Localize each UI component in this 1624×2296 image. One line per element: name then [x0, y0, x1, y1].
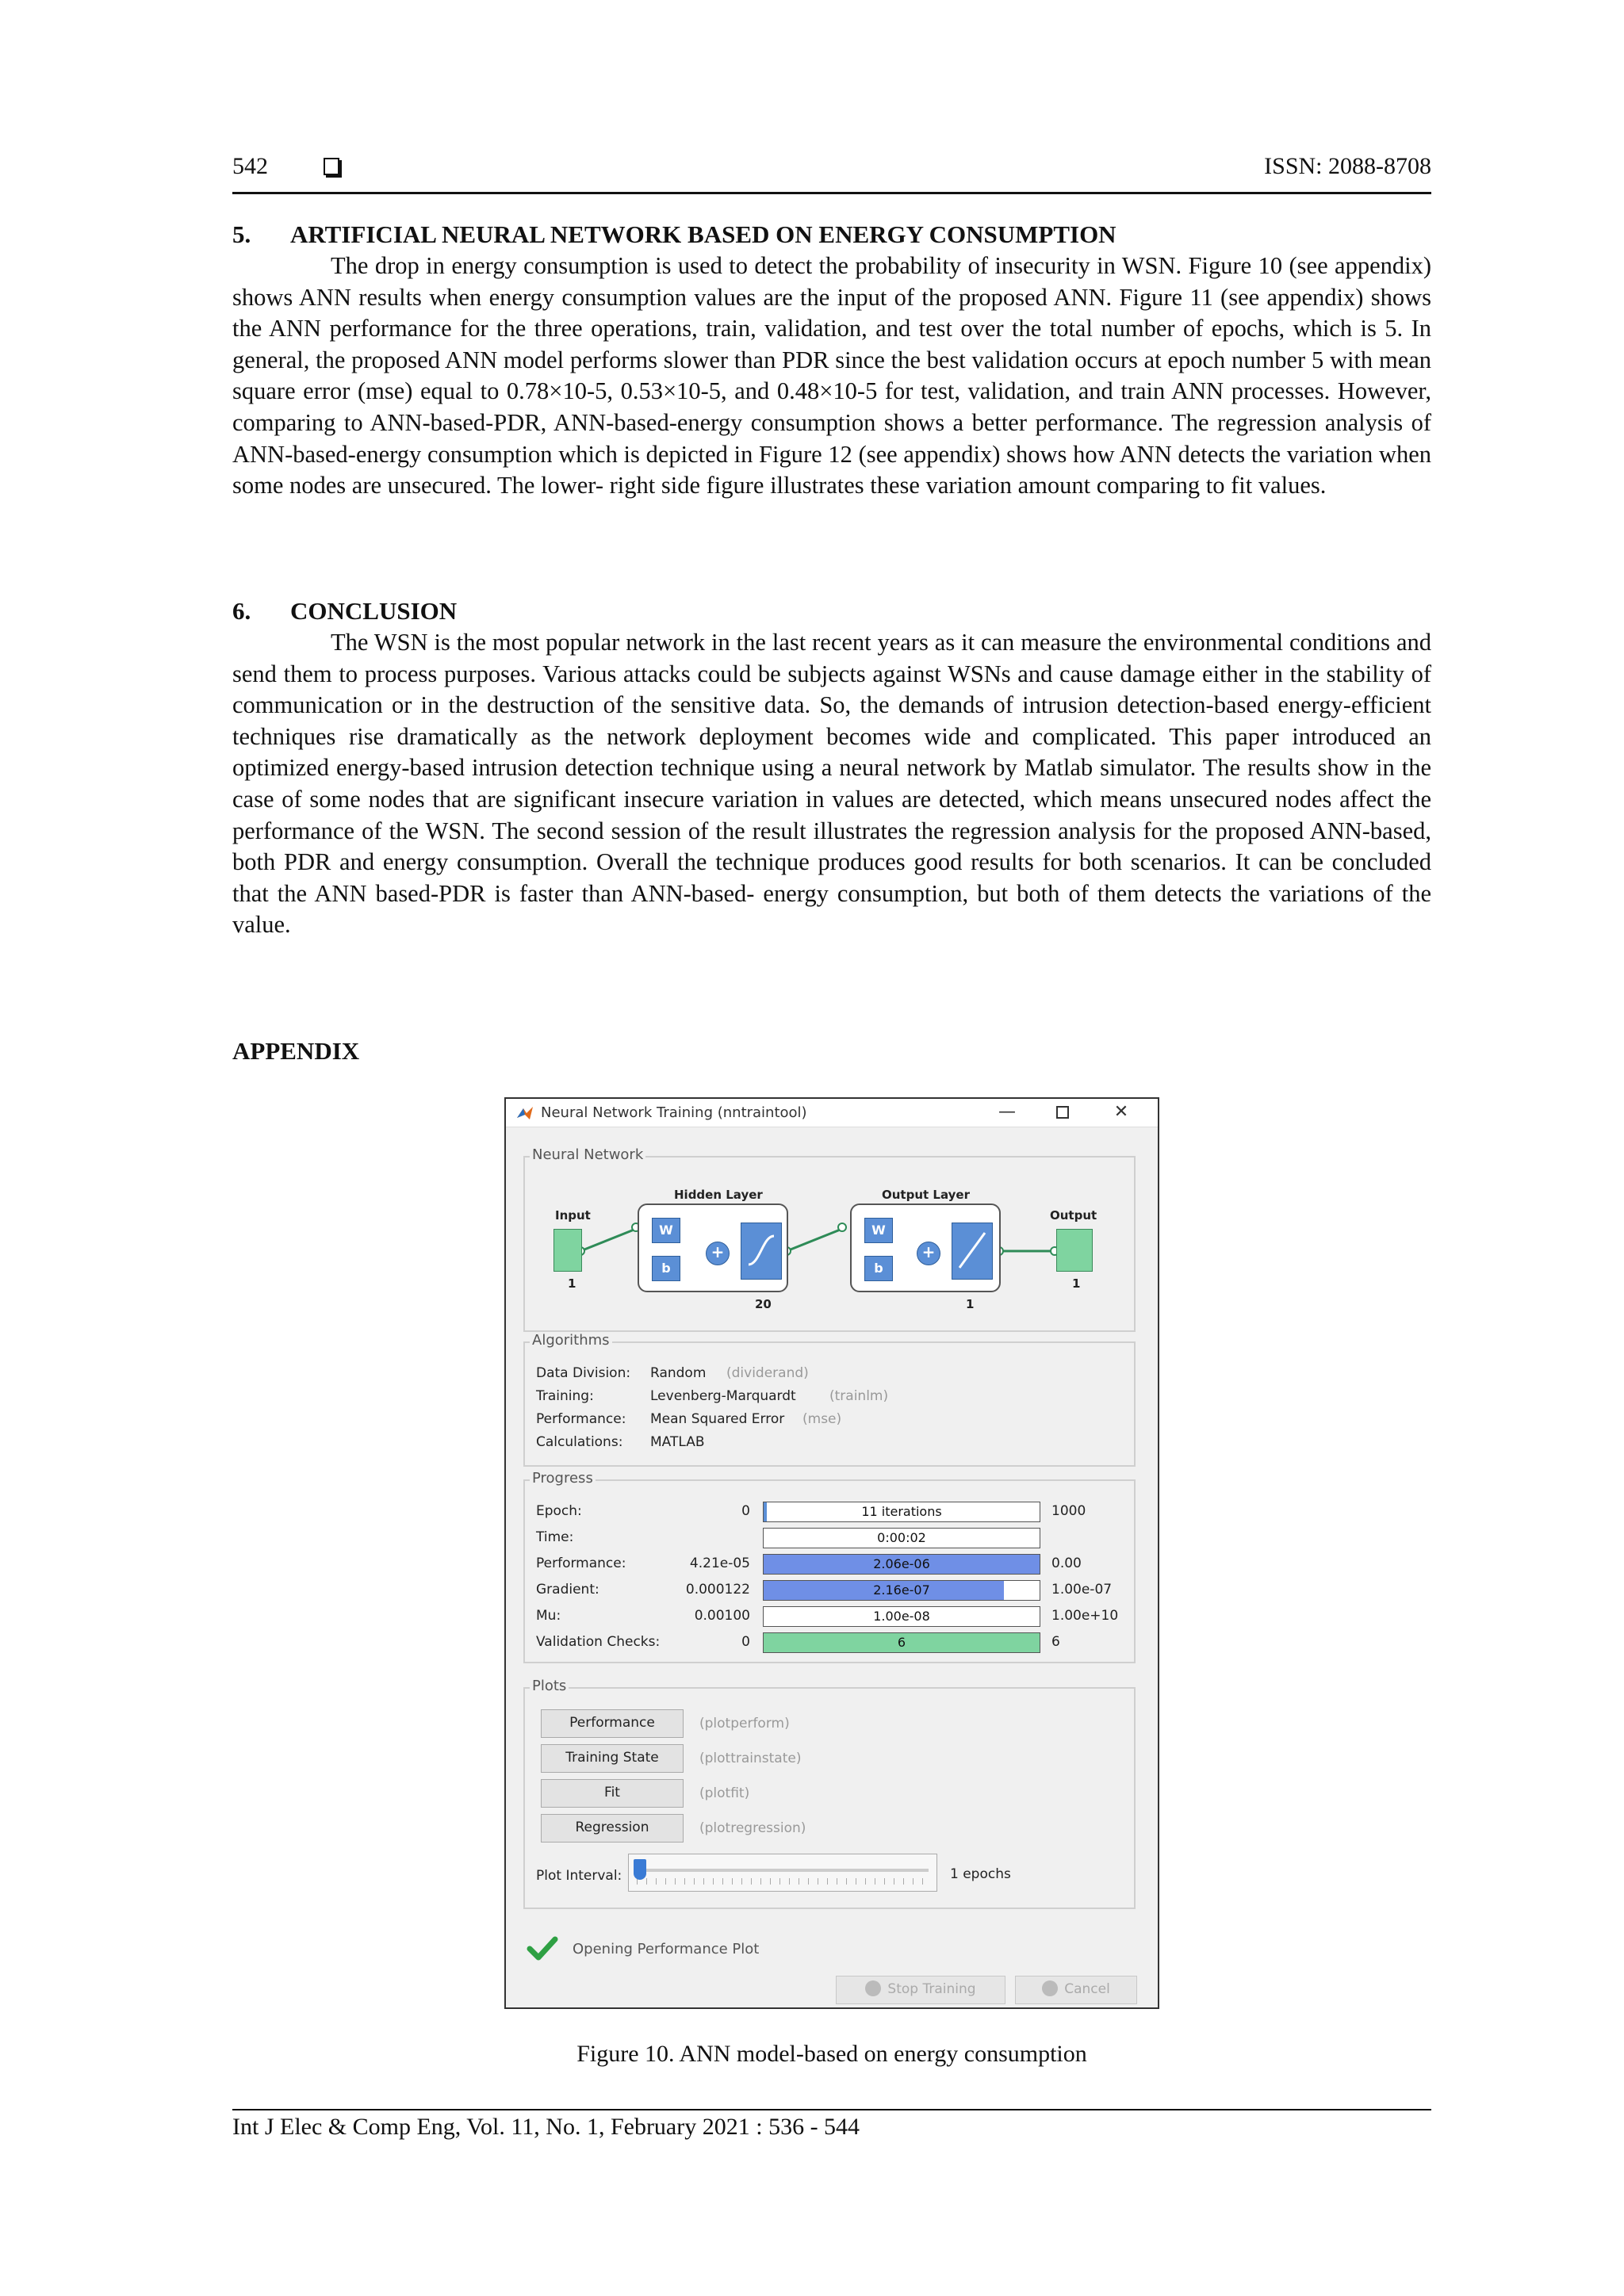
header-rule [232, 192, 1431, 194]
neural-network-group [523, 1146, 1136, 1332]
algo-value-performance: Mean Squared Error [650, 1411, 785, 1427]
plot-interval-label: Plot Interval: [536, 1868, 622, 1884]
progress-key: Gradient: [536, 1582, 599, 1598]
progress-value: 2.16e-07 [873, 1582, 930, 1598]
cancel-button[interactable] [1015, 1976, 1137, 2004]
progress-value: 0:00:02 [877, 1530, 926, 1545]
journal-footer: Int J Elec & Comp Eng, Vol. 11, No. 1, February 2021 : 536 - 544 [232, 2114, 860, 2140]
fit-plot-cmd: (plotfit) [699, 1785, 750, 1801]
progress-start: 0 [741, 1634, 750, 1650]
footer-rule [232, 2109, 1431, 2110]
regression-plot-button[interactable]: Regression [541, 1814, 684, 1843]
progress-end: 6 [1051, 1634, 1060, 1650]
output-sum-node: + [917, 1242, 940, 1265]
output-block [1056, 1229, 1093, 1272]
progress-key: Performance: [536, 1556, 626, 1571]
figure-caption: Figure 10. ANN model-based on energy consumption [576, 2041, 1087, 2067]
progress-key: Validation Checks: [536, 1634, 661, 1650]
checkmark-icon [527, 1936, 558, 1961]
performance-plot-button[interactable]: Performance [541, 1709, 684, 1738]
progress-group [523, 1470, 1136, 1663]
plot-interval-slider[interactable] [628, 1854, 937, 1892]
section6-heading: CONCLUSION [290, 597, 458, 625]
hidden-weight-block: W [652, 1218, 680, 1243]
hidden-sum-node: + [706, 1242, 730, 1265]
slider-thumb[interactable] [634, 1859, 646, 1880]
section6-paragraph [232, 627, 1431, 941]
algorithms-group [523, 1332, 1136, 1467]
linear-icon [953, 1223, 991, 1277]
output-purelin-block [952, 1223, 993, 1280]
progress-start: 0.000122 [685, 1582, 750, 1598]
progress-key: Mu: [536, 1608, 561, 1624]
section6-text: The WSN is the most popular network in the last recent years as it can measure the environmental conditions and send them to process purposes. Various attacks could be subjects against WSNs and cause damage either in the stability of communication or in the destruction of the sensitive data. So, the demands of intrusion detection-based energy-efficient techniques rise dramatically as the network deployment becomes wide and complicated. This paper introduced an optimized energy-based intrusion detection technique using a neural network by Matlab simulator. The results show in the case of some nodes that are significant insecure variation in values are detected, which means unsecured nodes affect the performance of the WSN. The second session of the result illustrates the regression analysis for the proposed ANN-based, both PDR and energy consumption. Overall the technique produces good results for both scenarios. It can be concluded that the ANN based-PDR is faster than ANN-based- energy consumption, but both of them detects the variations of the value. [232, 629, 1431, 939]
progress-end: 1.00e-07 [1051, 1582, 1113, 1598]
hidden-tansig-block [741, 1223, 782, 1280]
progress-bar [763, 1554, 1040, 1575]
progress-start: 0.00100 [694, 1608, 750, 1624]
input-label: Input [555, 1208, 591, 1223]
page-number: 542 [232, 153, 268, 179]
progress-start: 4.21e-05 [689, 1556, 750, 1571]
algo-fn-performance: (mse) [802, 1411, 842, 1427]
progress-end: 1.00e+10 [1051, 1608, 1119, 1624]
cancel-label: Cancel [1064, 1981, 1110, 1997]
algo-key-calculations: Calculations: [536, 1434, 623, 1450]
algo-key-performance: Performance: [536, 1411, 626, 1427]
progress-key: Epoch: [536, 1503, 582, 1519]
network-diagram [525, 1158, 1134, 1330]
hidden-bias-block: b [652, 1256, 680, 1281]
output-weight-block: W [864, 1218, 893, 1243]
stop-training-button[interactable] [836, 1976, 1005, 2004]
algo-value-calculations: MATLAB [650, 1434, 705, 1450]
fit-plot-button[interactable]: Fit [541, 1779, 684, 1808]
window-title: Neural Network Training (nntraintool) [541, 1104, 807, 1121]
hidden-size: 20 [755, 1297, 772, 1311]
progress-start: 0 [741, 1503, 750, 1519]
status-text: Opening Performance Plot [573, 1941, 760, 1957]
nntraintool-window [504, 1097, 1159, 2009]
maximize-button[interactable] [1047, 1100, 1078, 1124]
progress-value: 11 iterations [861, 1504, 942, 1519]
performance-plot-cmd: (plotperform) [699, 1716, 790, 1732]
title-bar [506, 1099, 1158, 1127]
appendix-heading: APPENDIX [232, 1037, 360, 1065]
box-icon [324, 158, 339, 175]
group-label-neural-network: Neural Network [530, 1146, 645, 1163]
minimize-button[interactable]: — [998, 1102, 1016, 1122]
group-label-algorithms: Algorithms [530, 1332, 612, 1349]
output-layer-label: Output Layer [882, 1188, 970, 1202]
sigmoid-icon [742, 1223, 780, 1277]
section6-number: 6. [232, 597, 251, 625]
algo-key-training: Training: [536, 1388, 594, 1404]
progress-bar [763, 1632, 1040, 1653]
output-layer-size: 1 [966, 1297, 975, 1311]
training-state-plot-cmd: (plottrainstate) [699, 1751, 802, 1766]
group-label-plots: Plots [530, 1678, 569, 1694]
input-block [553, 1229, 582, 1272]
close-button[interactable]: ✕ [1113, 1102, 1129, 1122]
algo-fn-division: (dividerand) [726, 1365, 809, 1381]
progress-bar [763, 1502, 1040, 1522]
stop-icon [865, 1980, 881, 1996]
progress-value: 1.00e-08 [873, 1609, 930, 1624]
progress-bar [763, 1528, 1040, 1548]
group-label-progress: Progress [530, 1470, 596, 1487]
section5-number: 5. [232, 220, 251, 248]
section5-paragraph [232, 251, 1431, 502]
output-label: Output [1050, 1208, 1097, 1223]
plots-group [523, 1678, 1136, 1909]
plot-interval-value: 1 epochs [950, 1866, 1011, 1882]
cancel-icon [1042, 1980, 1058, 1996]
algo-value-division: Random [650, 1365, 707, 1381]
matlab-logo-icon [515, 1105, 534, 1121]
progress-end: 1000 [1051, 1503, 1086, 1519]
section5-text: The drop in energy consumption is used to detect the probability of insecurity in WSN. Figure 10 (see appendix) shows ANN results when energy consumption values are the input of the proposed ANN. Figure 11 (see appendix) shows the ANN performance for the three operations, train, validation, and test over the total number of epochs, which is 5. In general, the proposed ANN model performs slower than PDR since the best validation occurs at epoch number 5 with mean square error (mse) equal to 0.78×10-5, 0.53×10-5, and 0.48×10-5 for test, validation, and train ANN processes. However, comparing to ANN-based-PDR, ANN-based-energy consumption shows a better performance. The regression analysis of ANN-based-energy consumption which is depicted in Figure 12 (see appendix) shows how ANN detects the variation when some nodes are unsecured. The lower- right side figure illustrates these variation amount comparing to fit values. [232, 252, 1431, 499]
stop-training-label: Stop Training [887, 1981, 976, 1997]
progress-bar [763, 1606, 1040, 1627]
regression-plot-cmd: (plotregression) [699, 1820, 806, 1836]
issn: ISSN: 2088-8708 [1264, 153, 1431, 179]
progress-bar [763, 1580, 1040, 1601]
input-size: 1 [568, 1276, 576, 1291]
output-size: 1 [1072, 1276, 1081, 1291]
slider-track [637, 1869, 929, 1872]
output-bias-block: b [864, 1256, 893, 1281]
algo-key-division: Data Division: [536, 1365, 631, 1381]
section5-heading: ARTIFICIAL NEURAL NETWORK BASED ON ENERGY CONSUMPTION [290, 220, 1116, 248]
training-state-plot-button[interactable]: Training State [541, 1744, 684, 1773]
progress-value: 6 [897, 1635, 906, 1650]
algo-value-training: Levenberg-Marquardt [650, 1388, 796, 1404]
algo-fn-training: (trainlm) [829, 1388, 889, 1404]
hidden-layer-label: Hidden Layer [674, 1188, 763, 1202]
progress-key: Time: [536, 1529, 574, 1545]
progress-value: 2.06e-06 [873, 1556, 930, 1571]
progress-end: 0.00 [1051, 1556, 1082, 1571]
slider-ticks [637, 1878, 929, 1885]
